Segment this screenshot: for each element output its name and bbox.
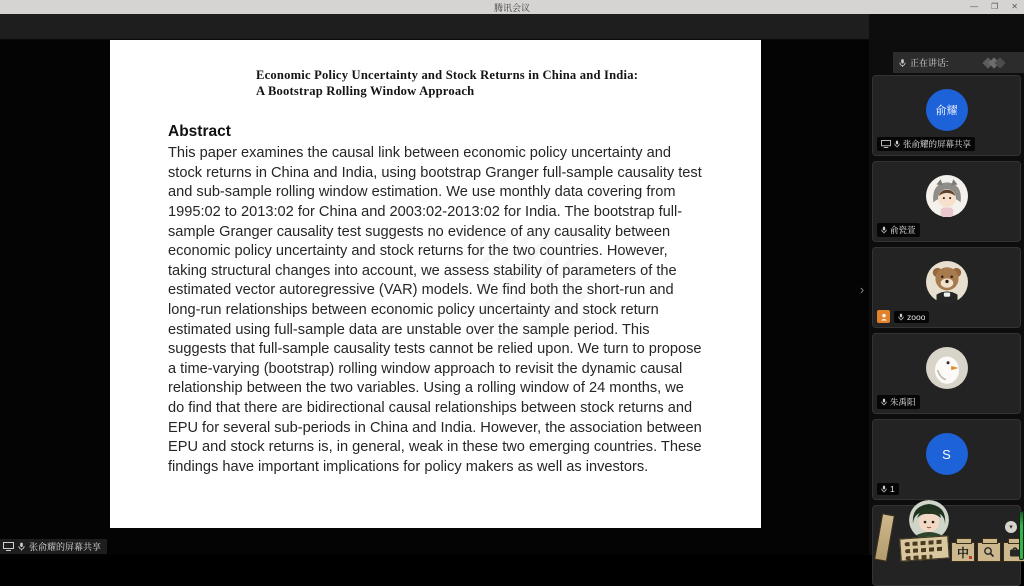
window-title: 腾讯会议 xyxy=(493,3,530,13)
ime-skin-decoration xyxy=(874,513,895,562)
volume-level-indicator xyxy=(1019,511,1024,560)
participant-name: 张俞耀的屏幕共享 xyxy=(903,139,972,149)
avatar xyxy=(926,261,968,303)
speaker-icon: ▾ xyxy=(1005,521,1017,533)
mic-icon xyxy=(881,398,887,406)
video-tile-participant[interactable] xyxy=(872,505,1021,586)
avatar xyxy=(926,433,968,475)
participant-name: zooo xyxy=(907,312,926,322)
panel-collapse-handle[interactable]: › xyxy=(859,281,865,297)
mic-icon xyxy=(881,226,887,234)
ime-language-toggle[interactable] xyxy=(951,542,975,562)
avatar-initials: S xyxy=(942,446,951,462)
video-tile-participant[interactable] xyxy=(872,333,1021,414)
video-tile-participant[interactable] xyxy=(872,419,1021,500)
host-badge-icon xyxy=(877,310,890,323)
ime-language-label: 中 xyxy=(956,545,969,560)
abstract-body: This paper examines the causal link between economic policy uncertainty and stock returns in China and India, using bootstrap Granger full-sample causality test and sub-sample rolling window estimation. We use monthly data covering from 1995:02 to 2013:02 for China and 2003:02-2013:02 for India. The bootstrap full-sample Granger causality test suggests no evidence of any causality between economic policy uncertainty and stock returns for the two countries. However, taking structural changes into account, we assess stability of parameters of the estimated vector autoregressive (VAR) models. We find both the short-run and long-run relationships between economic policy uncertainty and stock return estimated using full-sample data are unstable over the sample period. This suggests that full-sample causality tests cannot be relied upon. We turn to propose a time-varying (bootstrap) rolling window approach to revisit the dynamic causal relationship between the two variables. Using a rolling window of 24 months, we do find that there are bidirectional causal relationships between stock returns and EPU for several sub-periods in China and India. However, the association between EPU and stock returns is, in general, weak in these two emerging countries. These findings have important implications for policy makers as well as investors. xyxy=(168,145,702,475)
restore-button[interactable]: ❐ xyxy=(991,2,999,11)
window-titlebar xyxy=(0,0,1024,14)
video-tiles xyxy=(872,75,1021,586)
mic-icon xyxy=(18,542,25,551)
participant-name: 1 xyxy=(890,484,895,494)
shared-app-toolbar xyxy=(0,14,869,40)
teddy-bear-avatar xyxy=(926,261,968,303)
shared-screen-area xyxy=(0,14,869,555)
ime-search-button[interactable] xyxy=(977,542,1001,562)
mic-icon xyxy=(898,313,904,321)
avatar xyxy=(926,89,968,131)
minimize-button[interactable]: — xyxy=(970,2,979,11)
tile-label-chip xyxy=(877,395,920,409)
abstract-heading: Abstract xyxy=(168,123,231,141)
paper-title xyxy=(110,40,761,99)
participants-panel xyxy=(869,14,1024,560)
participant-name: 俞瓷萱 xyxy=(890,225,916,235)
ime-candidate-box[interactable] xyxy=(899,535,949,561)
monitor-icon xyxy=(881,140,891,148)
speaking-label: 正在讲话: xyxy=(910,58,949,68)
anime-character-avatar xyxy=(909,500,949,540)
mic-icon xyxy=(894,140,900,148)
paper-page xyxy=(110,40,761,528)
cat-hood-girl-avatar xyxy=(926,175,968,217)
mic-icon xyxy=(899,58,906,68)
screen-share-label: 张俞耀的屏幕共享 xyxy=(29,542,102,552)
tile-label-chip xyxy=(877,137,975,151)
avatar-initials: 俞耀 xyxy=(935,105,958,117)
white-bird-avatar xyxy=(926,347,968,389)
watermark xyxy=(480,230,590,340)
avatar xyxy=(926,175,968,217)
paper-title-line2: A Bootstrap Rolling Window Approach xyxy=(256,83,475,98)
meeting-logo-icon xyxy=(984,59,1004,67)
monitor-icon xyxy=(3,542,14,551)
screen-share-indicator xyxy=(0,539,107,554)
video-tile-participant[interactable] xyxy=(872,161,1021,242)
avatar xyxy=(926,347,968,389)
close-button[interactable]: ✕ xyxy=(1011,2,1018,11)
tile-label-chip xyxy=(894,311,929,323)
tile-label-chip xyxy=(877,483,899,495)
video-tile-participant[interactable] xyxy=(872,247,1021,328)
video-tile-sharer[interactable] xyxy=(872,75,1021,156)
search-icon xyxy=(983,546,995,558)
speaking-header xyxy=(893,52,1024,73)
participant-name: 朱禹阳 xyxy=(890,397,916,407)
paper-title-line1: Economic Policy Uncertainty and Stock Returns in China and India: xyxy=(256,68,639,82)
tile-label-chip xyxy=(877,223,920,237)
mic-icon xyxy=(881,485,887,493)
